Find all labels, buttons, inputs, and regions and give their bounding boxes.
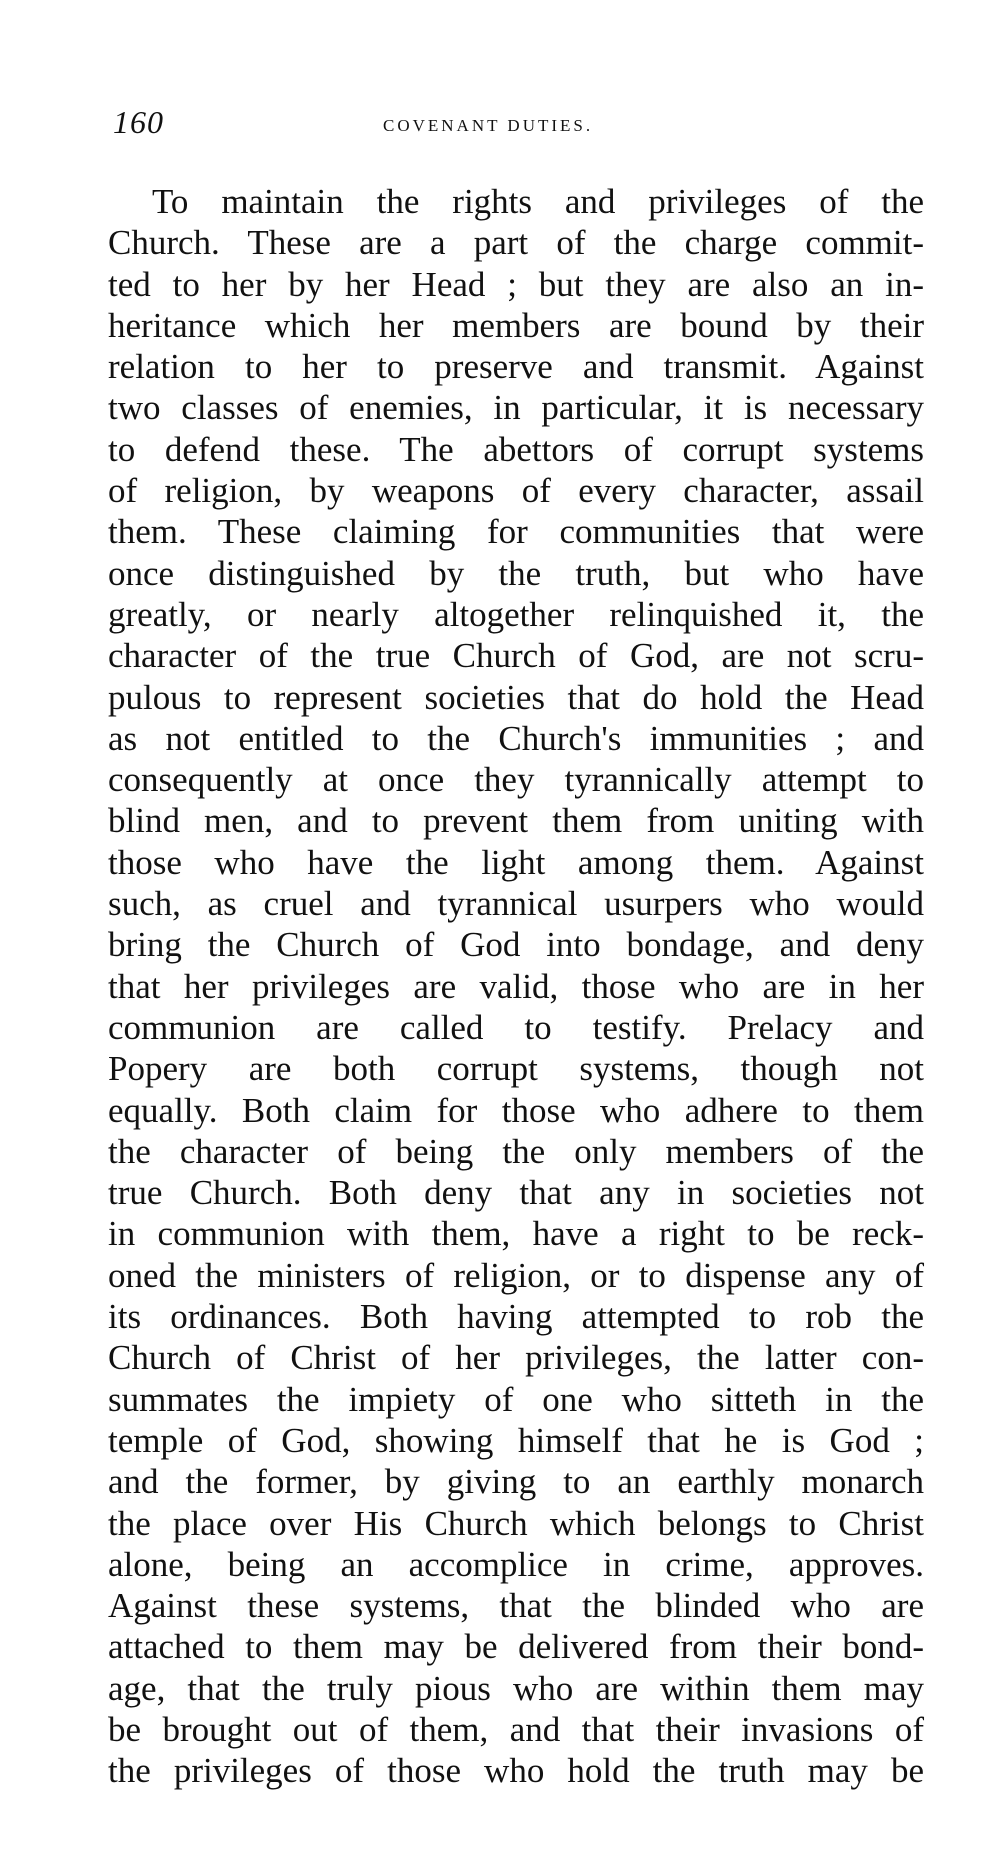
text-line: as not entitled to the Church's immunities ; and <box>108 718 924 758</box>
text-line: the character of being the only members of the <box>108 1131 924 1171</box>
text-line: oned the ministers of religion, or to dispense any of <box>108 1255 924 1295</box>
text-line: greatly, or nearly altogether relinquished it, the <box>108 594 924 634</box>
text-line: heritance which her members are bound by their <box>108 305 924 345</box>
text-line: the privileges of those who hold the truth may be <box>108 1751 924 1791</box>
text-line: alone, being an accomplice in crime, approves. <box>108 1544 924 1584</box>
text-line: those who have the light among them. Against <box>108 842 924 882</box>
text-line: and the former, by giving to an earthly monarch <box>108 1462 924 1502</box>
text-line: true Church. Both deny that any in societies not <box>108 1173 924 1213</box>
text-line: of religion, by weapons of every character, assail <box>108 471 924 511</box>
text-line: temple of God, showing himself that he is God ; <box>108 1420 924 1460</box>
text-line: blind men, and to prevent them from uniting with <box>108 801 924 841</box>
body-paragraph <box>108 181 924 1792</box>
running-head: COVENANT DUTIES. <box>383 116 594 135</box>
text-line: be brought out of them, and that their invasions of <box>108 1709 924 1749</box>
text-line: Church of Christ of her privileges, the latter con- <box>108 1338 924 1378</box>
text-line: the place over His Church which belongs to Christ <box>108 1503 924 1543</box>
text-line: bring the Church of God into bondage, and deny <box>108 925 924 965</box>
text-line: Popery are both corrupt systems, though not <box>108 1049 924 1089</box>
text-line: relation to her to preserve and transmit. Against <box>108 347 924 387</box>
page-header <box>113 104 913 144</box>
text-line: in communion with them, have a right to be reck- <box>108 1214 924 1254</box>
text-line: to defend these. The abettors of corrupt systems <box>108 429 924 469</box>
text-line: age, that the truly pious who are within them may <box>108 1668 924 1708</box>
text-line: To maintain the rights and privileges of the <box>152 182 924 221</box>
text-line: equally. Both claim for those who adhere to them <box>108 1090 924 1130</box>
text-line: such, as cruel and tyrannical usurpers who would <box>108 884 924 924</box>
text-line: once distinguished by the truth, but who have <box>108 553 924 593</box>
text-line: pulous to represent societies that do hold the Head <box>108 677 924 717</box>
text-line: them. These claiming for communities that were <box>108 512 924 552</box>
text-line: character of the true Church of God, are not scru- <box>108 636 924 676</box>
text-line: communion are called to testify. Prelacy and <box>108 1007 924 1047</box>
text-line: summates the impiety of one who sitteth in the <box>108 1379 924 1419</box>
text-line: Church. These are a part of the charge commit- <box>108 223 924 263</box>
text-line: consequently at once they tyrannically attempt to <box>108 760 924 800</box>
text-line: that her privileges are valid, those who are in her <box>108 966 924 1006</box>
page-number: 160 <box>113 104 164 140</box>
text-line: two classes of enemies, in particular, it is necessary <box>108 388 924 428</box>
text-line: its ordinances. Both having attempted to rob the <box>108 1297 924 1337</box>
text-line: ted to her by her Head ; but they are also an in- <box>108 264 924 304</box>
text-line: attached to them may be delivered from their bond- <box>108 1627 924 1667</box>
text-line: Against these systems, that the blinded who are <box>108 1586 924 1626</box>
